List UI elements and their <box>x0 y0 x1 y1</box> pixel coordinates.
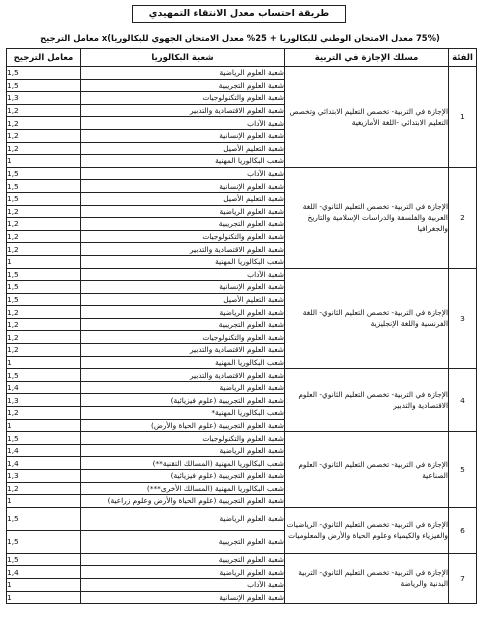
group-number: 2 <box>449 167 477 268</box>
coefficient-value: 1,5 <box>7 281 81 294</box>
coefficient-value: 1,5 <box>7 369 81 382</box>
branch-name: شعبة العلوم التجريبية (علوم فيزيائية) <box>81 394 285 407</box>
track-name: الإجازة في التربية- تخصص التعليم الثانوي- الرياضيات والفيزياء والكيمياء وعلوم الحياة والأرض والمعلوميات <box>285 507 449 553</box>
coefficient-value: 1 <box>7 356 81 369</box>
coefficient-value: 1,3 <box>7 470 81 483</box>
coefficient-value: 1,2 <box>7 344 81 357</box>
branch-name: شعبة العلوم الإنسانية <box>81 129 285 142</box>
table-row <box>7 507 477 530</box>
branch-name: شعبة العلوم التجريبية <box>81 530 285 553</box>
table-row <box>7 67 477 80</box>
branch-name: شعبة العلوم التجريبية (علوم الحياة والأرض) <box>81 419 285 432</box>
branch-name: شعبة الآداب <box>81 268 285 281</box>
coefficient-value: 1,2 <box>7 230 81 243</box>
coefficient-value: 1,2 <box>7 218 81 231</box>
track-name: الإجازة في التربية- تخصص التعليم الثانوي- اللغة الفرنسية واللغة الإنجليزية <box>285 268 449 369</box>
group-number: 4 <box>449 369 477 432</box>
coefficient-value: 1 <box>7 578 81 591</box>
coefficient-value: 1,2 <box>7 117 81 130</box>
branch-name: شعبة العلوم الرياضية <box>81 381 285 394</box>
coefficient-value: 1,2 <box>7 104 81 117</box>
branch-name: شعبة الآداب <box>81 167 285 180</box>
branch-name: شعبة العلوم التجريبية (علوم فيزيائية) <box>81 470 285 483</box>
branch-name: شعبة العلوم والتكنولوجيات <box>81 230 285 243</box>
group-number: 1 <box>449 67 477 168</box>
group-number: 5 <box>449 432 477 508</box>
branch-name: شعبة العلوم الإنسانية <box>81 180 285 193</box>
branch-name: شعبة الآداب <box>81 117 285 130</box>
header-branch: شعبة البكالوريا <box>81 49 285 67</box>
coefficient-value: 1 <box>7 495 81 508</box>
coefficient-value: 1,5 <box>7 79 81 92</box>
branch-name: شعبة العلوم الإنسانية <box>81 591 285 604</box>
coefficient-value: 1,3 <box>7 92 81 105</box>
weighting-table <box>6 48 477 604</box>
coefficient-value: 1,5 <box>7 553 81 566</box>
coefficient-value: 1,5 <box>7 530 81 553</box>
coefficient-value: 1,2 <box>7 331 81 344</box>
coefficient-value: 1,5 <box>7 67 81 80</box>
branch-name: شعب البكالوريا المهنية (المسالك الأخرى***) <box>81 482 285 495</box>
coefficient-value: 1,5 <box>7 180 81 193</box>
table-header-row <box>7 49 477 67</box>
branch-name: شعب البكالوريا المهنية (المسالك التقنية**) <box>81 457 285 470</box>
branch-name: شعبة العلوم والتكنولوجيات <box>81 432 285 445</box>
branch-name: شعبة التعليم الأصيل <box>81 192 285 205</box>
branch-name: شعبة العلوم الرياضية <box>81 205 285 218</box>
branch-name: شعبة العلوم الرياضية <box>81 566 285 579</box>
header-class: الفئة <box>449 49 477 67</box>
branch-name: شعبة العلوم التجريبية <box>81 218 285 231</box>
table-row <box>7 268 477 281</box>
branch-name: شعبة العلوم التجريبية <box>81 553 285 566</box>
coefficient-value: 1,5 <box>7 293 81 306</box>
table-body <box>7 67 477 604</box>
branch-name: شعب البكالوريا المهنية <box>81 255 285 268</box>
table-row <box>7 432 477 445</box>
coefficient-value: 1 <box>7 419 81 432</box>
branch-name: شعبة العلوم الاقتصادية والتدبير <box>81 369 285 382</box>
track-name: الإجازة في التربية- تخصص التعليم الثانوي- اللغة العربية والفلسفة والدراسات الإسلامية والتاريخ والجغرافيا <box>285 167 449 268</box>
group-number: 7 <box>449 553 477 603</box>
page-title: طريقة احتساب معدل الانتقاء التمهيدي <box>132 5 346 23</box>
branch-name: شعبة العلوم التجريبية <box>81 318 285 331</box>
coefficient-value: 1,5 <box>7 192 81 205</box>
coefficient-value: 1,2 <box>7 142 81 155</box>
coefficient-value: 1,2 <box>7 407 81 420</box>
branch-name: شعب البكالوريا المهنية <box>81 356 285 369</box>
coefficient-value: 1,4 <box>7 457 81 470</box>
coefficient-value: 1,5 <box>7 268 81 281</box>
branch-name: شعبة العلوم الاقتصادية والتدبير <box>81 243 285 256</box>
branch-name: شعبة العلوم التجريبية (علوم الحياة والأرض وعلوم زراعية) <box>81 495 285 508</box>
header-track: مسلك الإجازة في التربية <box>285 49 449 67</box>
track-name: الإجازة في التربية- تخصص التعليم الثانوي- العلوم الصناعية <box>285 432 449 508</box>
branch-name: شعبة العلوم الرياضية <box>81 67 285 80</box>
branch-name: شعبة العلوم الاقتصادية والتدبير <box>81 104 285 117</box>
track-name: الإجازة في التربية- تخصص التعليم الثانوي- العلوم الاقتصادية والتدبير <box>285 369 449 432</box>
coefficient-value: 1,5 <box>7 432 81 445</box>
branch-name: شعبة التعليم الأصيل <box>81 293 285 306</box>
branch-name: شعبة العلوم والتكنولوجيات <box>81 331 285 344</box>
coefficient-value: 1,2 <box>7 243 81 256</box>
coefficient-value: 1,2 <box>7 129 81 142</box>
group-number: 3 <box>449 268 477 369</box>
branch-name: شعبة العلوم والتكنولوجيات <box>81 92 285 105</box>
branch-name: شعبة التعليم الأصيل <box>81 142 285 155</box>
branch-name: شعب البكالوريا المهنية* <box>81 407 285 420</box>
branch-name: شعبة الآداب <box>81 578 285 591</box>
coefficient-value: 1,2 <box>7 318 81 331</box>
coefficient-value: 1,2 <box>7 482 81 495</box>
branch-name: شعبة العلوم الاقتصادية والتدبير <box>81 344 285 357</box>
track-name: الإجازة في التربية- تخصص التعليم الابتدائي وتخصص التعليم الابتدائي -اللغة الأمازيغية <box>285 67 449 168</box>
branch-name: شعبة العلوم الإنسانية <box>81 281 285 294</box>
coefficient-value: 1 <box>7 591 81 604</box>
group-number: 6 <box>449 507 477 553</box>
branch-name: شعب البكالوريا المهنية <box>81 155 285 168</box>
branch-name: شعبة العلوم الرياضية <box>81 306 285 319</box>
branch-name: شعبة العلوم التجريبية <box>81 79 285 92</box>
branch-name: شعبة العلوم الرياضية <box>81 507 285 530</box>
coefficient-value: 1 <box>7 155 81 168</box>
coefficient-value: 1 <box>7 255 81 268</box>
coefficient-value: 1,4 <box>7 566 81 579</box>
table-row <box>7 553 477 566</box>
coefficient-value: 1,3 <box>7 394 81 407</box>
coefficient-value: 1,2 <box>7 306 81 319</box>
coefficient-value: 1,5 <box>7 167 81 180</box>
header-coef: معامل الترجيح <box>7 49 81 67</box>
table-row <box>7 369 477 382</box>
coefficient-value: 1,4 <box>7 444 81 457</box>
table-row <box>7 167 477 180</box>
branch-name: شعبة العلوم الرياضية <box>81 444 285 457</box>
coefficient-value: 1,4 <box>7 381 81 394</box>
coefficient-value: 1,2 <box>7 205 81 218</box>
coefficient-value: 1,5 <box>7 507 81 530</box>
track-name: الإجازة في التربية- تخصص التعليم الثانوي- التربية البدنية والرياضة <box>285 553 449 603</box>
formula-line: (75% معدل الامتحان الوطني للبكالوريا + 25% معدل الامتحان الجهوي للبكالوريا)x معامل الترجيح <box>40 33 440 43</box>
